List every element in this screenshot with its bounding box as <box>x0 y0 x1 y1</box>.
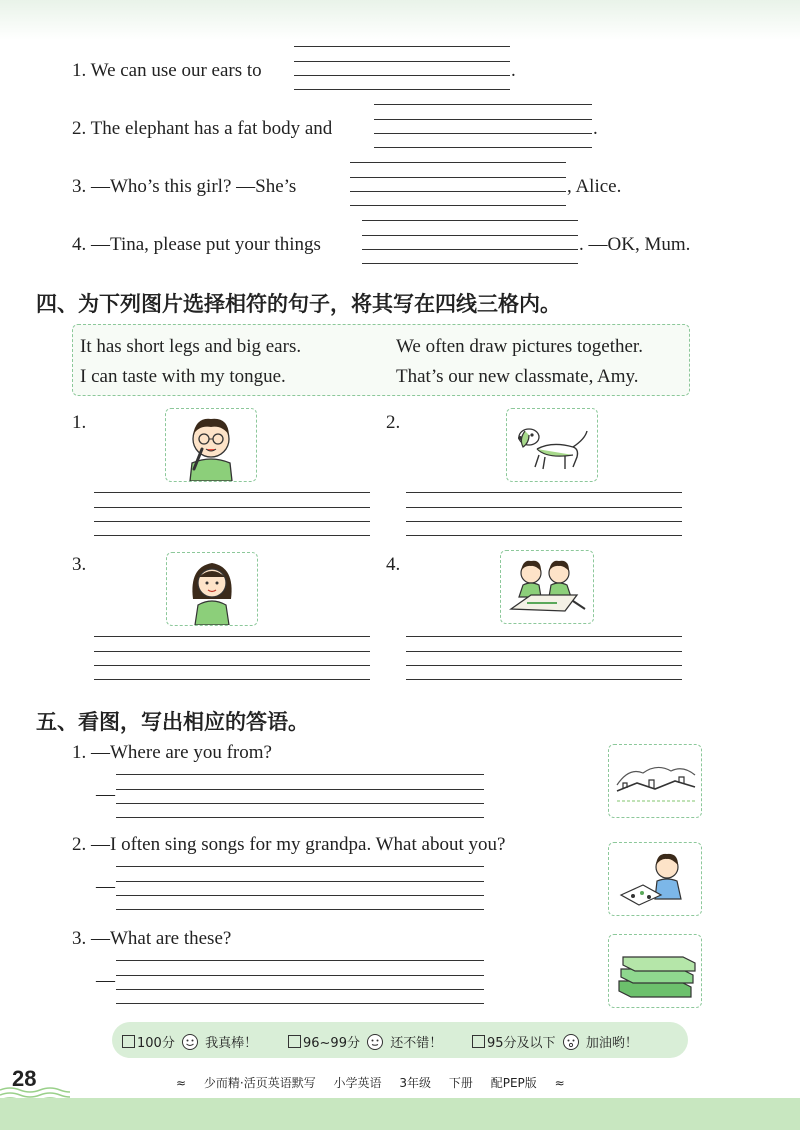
picture-item-3-number: 3. <box>72 554 87 575</box>
writing-lines-3-1[interactable] <box>294 46 510 90</box>
dialogue-question-1: 1. —Where are you from? <box>72 742 272 763</box>
rating-score-2: 96~99分 <box>303 1036 360 1051</box>
footer-edition: 配PEP版 <box>490 1076 537 1090</box>
great-wall-picture <box>608 744 702 818</box>
rating-95-below <box>472 1032 638 1051</box>
answer-dash-2: — <box>96 876 115 897</box>
girl-amy-picture <box>166 552 258 626</box>
footer-volume: 下册 <box>448 1076 473 1090</box>
section-4-title: 四、为下列图片选择相符的句子，将其写在四线三格内。 <box>36 292 561 316</box>
top-page-tint <box>0 0 800 40</box>
footer-series: 少而精·活页英语默写 <box>203 1076 316 1090</box>
writing-lines-5-1[interactable] <box>116 774 484 818</box>
question-3-2: 2. The elephant has a fat body and <box>72 118 333 139</box>
question-3-3: 3. —Who’s this girl? —She’s <box>72 176 297 197</box>
self-rating-band <box>112 1022 688 1058</box>
sentence-option-2: We often draw pictures together. <box>396 336 643 357</box>
writing-lines-5-2[interactable] <box>116 866 484 910</box>
question-3-3-end: , Alice. <box>567 176 622 197</box>
dialogue-question-2: 2. —I often sing songs for my grandpa. What about you? <box>72 834 506 855</box>
question-3-2-end: . <box>593 118 598 139</box>
footer-info <box>176 1074 579 1091</box>
writing-lines-3-2[interactable] <box>374 104 592 148</box>
happy-face-icon <box>181 1033 199 1051</box>
question-3-1-end: . <box>511 60 516 81</box>
rating-96-99 <box>288 1032 442 1051</box>
footer-level: 小学英语 <box>333 1076 382 1090</box>
picture-item-4-number: 4. <box>386 554 401 575</box>
page-number: 28 <box>12 1066 37 1091</box>
rating-100 <box>122 1032 257 1051</box>
footer-grade: 3年级 <box>399 1076 432 1090</box>
answer-dash-3: — <box>96 970 115 991</box>
sentence-option-3: I can taste with my tongue. <box>80 366 286 387</box>
rating-checkbox-1[interactable] <box>122 1035 135 1048</box>
writing-lines-4-2[interactable] <box>406 492 682 536</box>
cheer-face-icon <box>562 1033 580 1051</box>
rating-score-3: 95分及以下 <box>487 1036 556 1051</box>
writing-lines-4-3[interactable] <box>94 636 370 680</box>
picture-item-2-number: 2. <box>386 412 401 433</box>
rating-checkbox-3[interactable] <box>472 1035 485 1048</box>
dialogue-question-3: 3. —What are these? <box>72 928 232 949</box>
writing-lines-3-4[interactable] <box>362 220 578 264</box>
writing-lines-3-3[interactable] <box>350 162 566 206</box>
boy-drawing-picture <box>608 842 702 916</box>
question-3-4-end: . —OK, Mum. <box>579 234 691 255</box>
rating-comment-1: 我真棒！ <box>205 1036 258 1051</box>
kids-drawing-picture <box>500 550 594 624</box>
rating-comment-3: 加油哟！ <box>585 1036 638 1051</box>
books-picture <box>608 934 702 1008</box>
boy-tasting-picture <box>165 408 257 482</box>
sentence-option-4: That’s our new classmate, Amy. <box>396 366 639 387</box>
rating-checkbox-2[interactable] <box>288 1035 301 1048</box>
bottom-green-band <box>0 1098 800 1130</box>
smile-face-icon <box>366 1033 384 1051</box>
footer-wave-left: ≈ <box>176 1076 187 1090</box>
sentence-option-1: It has short legs and big ears. <box>80 336 302 357</box>
picture-item-1-number: 1. <box>72 412 87 433</box>
question-3-1: 1. We can use our ears to <box>72 60 262 81</box>
section-5-title: 五、看图，写出相应的答语。 <box>36 710 309 734</box>
rating-score-1: 100分 <box>137 1036 175 1051</box>
question-3-4: 4. —Tina, please put your things <box>72 234 321 255</box>
writing-lines-4-4[interactable] <box>406 636 682 680</box>
answer-dash-1: — <box>96 784 115 805</box>
dog-picture <box>506 408 598 482</box>
writing-lines-5-3[interactable] <box>116 960 484 1004</box>
rating-comment-2: 还不错！ <box>390 1036 443 1051</box>
writing-lines-4-1[interactable] <box>94 492 370 536</box>
footer-wave-right: ≈ <box>554 1076 565 1090</box>
